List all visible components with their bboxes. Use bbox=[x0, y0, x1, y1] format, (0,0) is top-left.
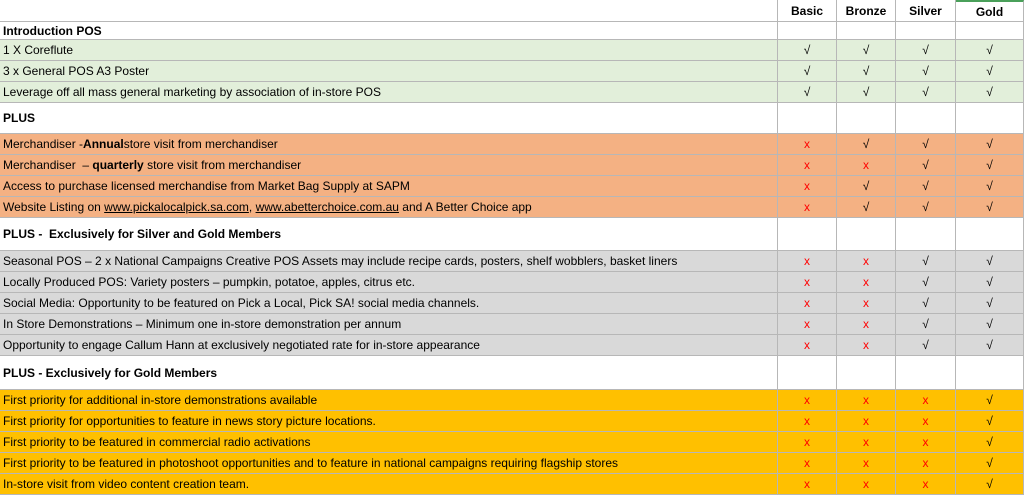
tick-mark-cell[interactable]: √ bbox=[956, 432, 1024, 453]
tick-mark-cell[interactable]: √ bbox=[837, 176, 896, 197]
tick-mark-cell[interactable]: √ bbox=[956, 390, 1024, 411]
cross-mark-cell[interactable]: x bbox=[778, 390, 837, 411]
empty-cell[interactable] bbox=[837, 356, 896, 390]
tick-mark-cell[interactable]: √ bbox=[837, 40, 896, 61]
header-gold[interactable]: Gold bbox=[956, 0, 1024, 22]
cross-mark-cell[interactable]: x bbox=[778, 453, 837, 474]
cross-mark-cell[interactable]: x bbox=[837, 390, 896, 411]
cross-mark-cell[interactable]: x bbox=[896, 453, 956, 474]
section-title[interactable]: Introduction POS bbox=[0, 22, 778, 40]
tick-mark-cell[interactable]: √ bbox=[896, 197, 956, 218]
tick-mark-cell[interactable]: √ bbox=[896, 335, 956, 356]
tick-mark-cell[interactable]: √ bbox=[896, 272, 956, 293]
tick-mark-cell[interactable]: √ bbox=[837, 197, 896, 218]
cross-mark-cell[interactable]: x bbox=[837, 474, 896, 495]
row-description[interactable]: First priority for additional in-store demonstrations available bbox=[0, 390, 778, 411]
tick-mark-cell[interactable]: √ bbox=[956, 61, 1024, 82]
header-row bbox=[0, 0, 1024, 22]
tick-mark-cell[interactable]: √ bbox=[956, 197, 1024, 218]
cross-mark-cell[interactable]: x bbox=[778, 474, 837, 495]
tick-mark-cell[interactable]: √ bbox=[956, 314, 1024, 335]
cross-mark-cell[interactable]: x bbox=[778, 134, 837, 155]
table-row bbox=[0, 82, 1024, 103]
row-text-bold: Annual bbox=[83, 137, 124, 151]
tick-mark-cell[interactable]: √ bbox=[896, 134, 956, 155]
row-text-post: and A Better Choice app bbox=[398, 200, 532, 214]
cross-mark-cell[interactable]: x bbox=[896, 411, 956, 432]
empty-cell[interactable] bbox=[837, 218, 896, 251]
tick-mark-cell[interactable]: √ bbox=[896, 293, 956, 314]
tick-mark-cell[interactable]: √ bbox=[896, 61, 956, 82]
empty-cell[interactable] bbox=[956, 218, 1024, 251]
row-description[interactable]: First priority to be featured in photoshoot opportunities and to feature in national campaigns requiring flagship stores bbox=[0, 453, 778, 474]
cross-mark-cell[interactable]: x bbox=[778, 293, 837, 314]
section-title-row bbox=[0, 356, 1024, 390]
empty-cell[interactable] bbox=[837, 103, 896, 134]
empty-cell[interactable] bbox=[778, 103, 837, 134]
cross-mark-cell[interactable]: x bbox=[778, 272, 837, 293]
tick-mark-cell[interactable]: √ bbox=[956, 176, 1024, 197]
table-row bbox=[0, 432, 1024, 453]
table-row bbox=[0, 176, 1024, 197]
cross-mark-cell[interactable]: x bbox=[837, 293, 896, 314]
table-row bbox=[0, 251, 1024, 272]
website-link[interactable]: www.pickalocalpick.sa.com bbox=[104, 200, 249, 214]
cross-mark-cell[interactable]: x bbox=[778, 251, 837, 272]
table-row bbox=[0, 474, 1024, 495]
cross-mark-cell[interactable]: x bbox=[778, 335, 837, 356]
empty-cell[interactable] bbox=[896, 103, 956, 134]
section-title[interactable]: PLUS bbox=[0, 103, 778, 134]
header-bronze[interactable]: Bronze bbox=[837, 0, 896, 22]
tick-mark-cell[interactable]: √ bbox=[956, 82, 1024, 103]
section-title-row bbox=[0, 103, 1024, 134]
row-description[interactable] bbox=[0, 197, 778, 218]
empty-cell[interactable] bbox=[837, 22, 896, 40]
cross-mark-cell[interactable]: x bbox=[896, 390, 956, 411]
cross-mark-cell[interactable]: x bbox=[837, 432, 896, 453]
website-link[interactable]: www.abetterchoice.com.au bbox=[255, 200, 399, 214]
tick-mark-cell[interactable]: √ bbox=[896, 40, 956, 61]
cross-mark-cell[interactable]: x bbox=[778, 197, 837, 218]
tick-mark-cell[interactable]: √ bbox=[778, 61, 837, 82]
empty-cell[interactable] bbox=[896, 218, 956, 251]
tick-mark-cell[interactable]: √ bbox=[778, 82, 837, 103]
tick-mark-cell[interactable]: √ bbox=[778, 40, 837, 61]
tick-mark-cell[interactable]: √ bbox=[956, 155, 1024, 176]
cross-mark-cell[interactable]: x bbox=[837, 453, 896, 474]
row-description[interactable]: In Store Demonstrations – Minimum one in-store demonstration per annum bbox=[0, 314, 778, 335]
cross-mark-cell[interactable]: x bbox=[837, 335, 896, 356]
row-description[interactable]: In-store visit from video content creation team. bbox=[0, 474, 778, 495]
row-description[interactable] bbox=[0, 134, 778, 155]
tick-mark-cell[interactable]: √ bbox=[956, 134, 1024, 155]
row-description[interactable]: 3 x General POS A3 Poster bbox=[0, 61, 778, 82]
empty-cell[interactable] bbox=[778, 356, 837, 390]
table-row bbox=[0, 134, 1024, 155]
table-row bbox=[0, 335, 1024, 356]
tick-mark-cell[interactable]: √ bbox=[896, 82, 956, 103]
empty-cell[interactable] bbox=[956, 103, 1024, 134]
cross-mark-cell[interactable]: x bbox=[837, 272, 896, 293]
empty-cell[interactable] bbox=[956, 22, 1024, 40]
row-description[interactable]: Seasonal POS – 2 x National Campaigns Creative POS Assets may include recipe cards, posters, shelf wobblers, basket liners bbox=[0, 251, 778, 272]
cross-mark-cell[interactable]: x bbox=[896, 474, 956, 495]
table-row bbox=[0, 197, 1024, 218]
cross-mark-cell[interactable]: x bbox=[837, 155, 896, 176]
cross-mark-cell[interactable]: x bbox=[778, 155, 837, 176]
tick-mark-cell[interactable]: √ bbox=[837, 61, 896, 82]
row-description[interactable]: Leverage off all mass general marketing by association of in-store POS bbox=[0, 82, 778, 103]
table-row bbox=[0, 293, 1024, 314]
section-title[interactable]: PLUS - Exclusively for Gold Members bbox=[0, 356, 778, 390]
table-row bbox=[0, 155, 1024, 176]
section-title-row bbox=[0, 218, 1024, 251]
tick-mark-cell[interactable]: √ bbox=[956, 474, 1024, 495]
table-row bbox=[0, 411, 1024, 432]
table-row bbox=[0, 61, 1024, 82]
tick-mark-cell[interactable]: √ bbox=[896, 251, 956, 272]
tick-mark-cell[interactable]: √ bbox=[956, 40, 1024, 61]
table-row bbox=[0, 314, 1024, 335]
tick-mark-cell[interactable]: √ bbox=[837, 134, 896, 155]
section-title-row bbox=[0, 22, 1024, 40]
tick-mark-cell[interactable]: √ bbox=[956, 335, 1024, 356]
row-description[interactable]: Social Media: Opportunity to be featured on Pick a Local, Pick SA! social media channels. bbox=[0, 293, 778, 314]
header-basic[interactable]: Basic bbox=[778, 0, 837, 22]
empty-cell[interactable] bbox=[896, 22, 956, 40]
row-text-post: store visit from merchandiser bbox=[143, 158, 302, 172]
table-row bbox=[0, 40, 1024, 61]
cross-mark-cell[interactable]: x bbox=[778, 411, 837, 432]
tick-mark-cell[interactable]: √ bbox=[837, 82, 896, 103]
empty-cell[interactable] bbox=[956, 356, 1024, 390]
table-row bbox=[0, 453, 1024, 474]
tick-mark-cell[interactable]: √ bbox=[896, 155, 956, 176]
header-silver[interactable]: Silver bbox=[896, 0, 956, 22]
cross-mark-cell[interactable]: x bbox=[896, 432, 956, 453]
row-text-pre: Website Listing on bbox=[3, 200, 105, 214]
tick-mark-cell[interactable]: √ bbox=[956, 453, 1024, 474]
row-description[interactable]: Access to purchase licensed merchandise from Market Bag Supply at SAPM bbox=[0, 176, 778, 197]
tick-mark-cell[interactable]: √ bbox=[896, 314, 956, 335]
row-description[interactable] bbox=[0, 155, 778, 176]
tick-mark-cell[interactable]: √ bbox=[956, 251, 1024, 272]
tick-mark-cell[interactable]: √ bbox=[956, 272, 1024, 293]
row-description[interactable]: Locally Produced POS: Variety posters – pumpkin, potatoe, apples, citrus etc. bbox=[0, 272, 778, 293]
row-description[interactable]: First priority to be featured in commercial radio activations bbox=[0, 432, 778, 453]
table-row bbox=[0, 390, 1024, 411]
cross-mark-cell[interactable]: x bbox=[837, 251, 896, 272]
header-cell-blank[interactable] bbox=[0, 0, 778, 22]
tick-mark-cell[interactable]: √ bbox=[896, 176, 956, 197]
row-text-pre: Merchandiser – bbox=[3, 158, 93, 172]
cross-mark-cell[interactable]: x bbox=[778, 176, 837, 197]
empty-cell[interactable] bbox=[778, 22, 837, 40]
row-description[interactable]: 1 X Coreflute bbox=[0, 40, 778, 61]
empty-cell[interactable] bbox=[778, 218, 837, 251]
row-text-mid: , bbox=[248, 200, 256, 214]
tick-mark-cell[interactable]: √ bbox=[956, 293, 1024, 314]
cross-mark-cell[interactable]: x bbox=[837, 314, 896, 335]
row-text-bold: quarterly bbox=[92, 158, 144, 172]
table-row bbox=[0, 272, 1024, 293]
cross-mark-cell[interactable]: x bbox=[778, 314, 837, 335]
empty-cell[interactable] bbox=[896, 356, 956, 390]
row-description[interactable]: Opportunity to engage Callum Hann at exclusively negotiated rate for in-store appearance bbox=[0, 335, 778, 356]
row-description[interactable]: First priority for opportunities to feature in news story picture locations. bbox=[0, 411, 778, 432]
cross-mark-cell[interactable]: x bbox=[837, 411, 896, 432]
row-text-post: store visit from merchandiser bbox=[123, 137, 278, 151]
row-text-pre: Merchandiser - bbox=[3, 137, 84, 151]
cross-mark-cell[interactable]: x bbox=[778, 432, 837, 453]
tick-mark-cell[interactable]: √ bbox=[956, 411, 1024, 432]
section-title[interactable]: PLUS - Exclusively for Silver and Gold Members bbox=[0, 218, 778, 251]
